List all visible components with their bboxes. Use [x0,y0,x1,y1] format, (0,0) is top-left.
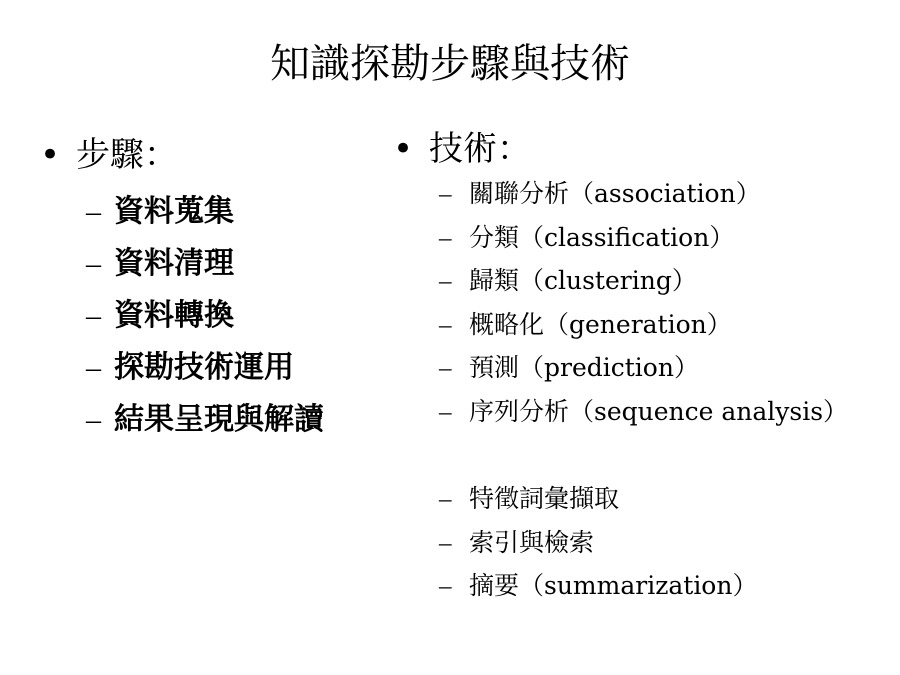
dash-icon: – [86,247,101,280]
steps-list [86,186,390,446]
technique-label: 關聯分析（association） [469,179,761,208]
bullet-icon: • [393,129,414,169]
technique-label: 分類（classification） [469,222,735,252]
technique-item [439,261,893,305]
dash-icon: – [86,351,101,384]
technique-label: 索引與檢索 [469,527,595,557]
technique-label: 序列分析（sequence analysis） [469,396,849,426]
step-label: 資料蒐集 [114,194,234,229]
slide-title: 知識探勘步驟與技術 [270,41,630,87]
dash-icon: – [439,181,452,208]
dash-icon: – [86,299,101,332]
step-item [86,342,390,394]
techniques-column [393,126,893,610]
dash-icon: – [439,355,452,382]
steps-heading: 步驟： [76,135,178,175]
bullet-icon: • [40,135,61,175]
dash-icon: – [439,311,452,339]
technique-item [439,174,893,218]
step-label: 探勘技術運用 [114,350,294,385]
dash-icon: – [439,224,452,252]
dash-icon: – [439,529,452,557]
step-label: 資料清理 [114,246,234,281]
step-item [86,186,390,238]
technique-item [439,479,893,523]
technique-item [439,523,893,567]
technique-item [439,305,893,349]
technique-label: 摘要（summarization） [469,571,758,600]
technique-item [439,348,893,392]
dash-icon: – [439,268,452,295]
list-spacer [439,435,893,479]
step-item [86,394,390,446]
step-item [86,290,390,342]
steps-heading-row [40,132,390,178]
dash-icon: – [439,398,452,426]
technique-item [439,392,893,436]
technique-item [439,566,893,610]
technique-label: 特徵詞彙擷取 [469,484,620,513]
dash-icon: – [86,195,101,228]
techniques-list [439,174,893,610]
techniques-heading-row [393,126,893,172]
step-item [86,238,390,290]
technique-label: 概略化（generation） [469,309,732,339]
step-label: 資料轉換 [114,298,234,333]
step-label: 結果呈現與解讀 [114,402,324,437]
technique-label: 歸類（clustering） [469,266,697,295]
technique-label: 預測（prediction） [469,353,699,382]
technique-item [439,218,893,262]
dash-icon: – [439,573,452,600]
steps-column [40,132,390,446]
dash-icon: – [86,403,101,436]
dash-icon: – [439,486,452,513]
techniques-heading: 技術： [429,129,531,169]
